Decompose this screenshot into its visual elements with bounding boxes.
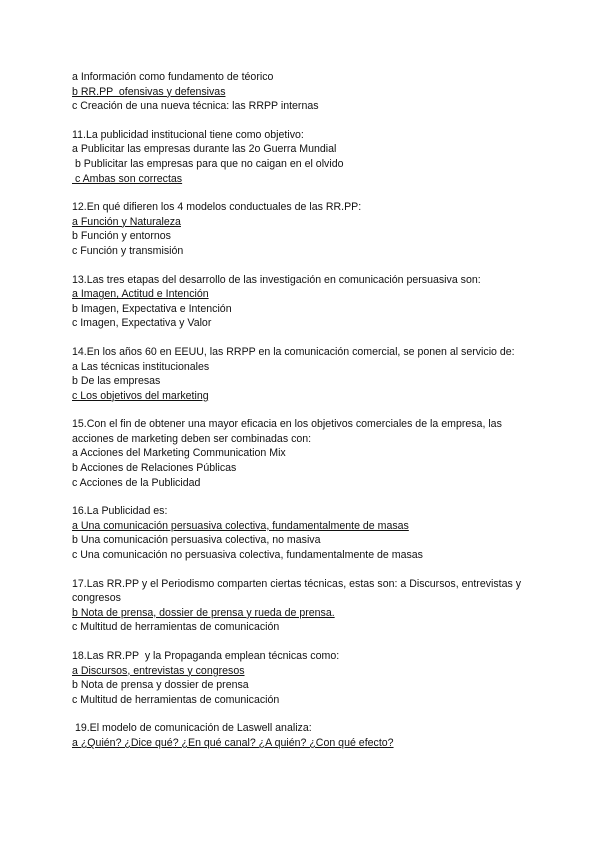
option-c: c Imagen, Expectativa y Valor (72, 317, 212, 330)
question-block-12 (72, 200, 542, 258)
option-b: b Imagen, Expectativa e Intención (72, 302, 232, 315)
question-text: 11.La publicidad institucional tiene como objetivo: (72, 128, 304, 141)
option-a-correct: a ¿Quién? ¿Dice qué? ¿En qué canal? ¿A quién? ¿Con qué efecto? (72, 736, 394, 749)
option-c: c Multitud de herramientas de comunicación (72, 621, 280, 634)
question-block-11 (72, 128, 542, 186)
option-c: c Acciones de la Publicidad (72, 476, 201, 489)
question-block-16 (72, 504, 542, 562)
question-block-18 (72, 649, 542, 707)
option-b: b Publicitar las empresas para que no caigan en el olvido (72, 157, 344, 170)
option-b: b De las empresas (72, 375, 161, 388)
option-a-correct: a Imagen, Actitud e Intención (72, 288, 209, 301)
question-block-14 (72, 345, 542, 403)
option-b: b Nota de prensa y dossier de prensa (72, 679, 249, 692)
option-a: a Información como fundamento de téorico (72, 71, 274, 83)
option-b: b Acciones de Relaciones Públicas (72, 462, 237, 475)
option-a-correct: a Una comunicación persuasiva colectiva, fundamentalmente de masas (72, 519, 409, 532)
option-a: a Acciones del Marketing Communication Mix (72, 447, 286, 460)
option-b-correct: b RR.PP ofensivas y defensivas (72, 85, 226, 98)
question-block-13 (72, 273, 542, 331)
option-a: a Publicitar las empresas durante las 2o Guerra Mundial (72, 143, 337, 156)
option-c: c Una comunicación no persuasiva colectiva, fundamentalmente de masas (72, 549, 423, 562)
option-c-correct: c Ambas son correctas (72, 172, 183, 185)
question-text: 19.El modelo de comunicación de Laswell analiza: (72, 722, 312, 735)
option-c-correct: c Los objetivos del marketing (72, 389, 209, 402)
question-text: 17.Las RR.PP y el Periodismo comparten ciertas técnicas, estas son: a Discursos, entrevistas y congresos (72, 577, 522, 605)
question-text: 16.La Publicidad es: (72, 505, 168, 518)
option-c: c Creación de una nueva técnica: las RRPP internas (72, 100, 319, 113)
question-text: 14.En los años 60 en EEUU, las RRPP en la comunicación comercial, se ponen al servicio de: (72, 345, 515, 358)
option-c: c Función y transmisión (72, 244, 184, 257)
question-text: 18.Las RR.PP y la Propaganda emplean técnicas como: (72, 650, 340, 662)
option-b: b Función y entornos (72, 230, 171, 243)
option-b-correct: b Nota de prensa, dossier de prensa y rueda de prensa. (72, 606, 335, 619)
option-a-correct: a Función y Naturaleza (72, 215, 181, 228)
question-text: 12.En qué difieren los 4 modelos conductuales de las RR.PP: (72, 201, 362, 214)
question-block-17 (72, 577, 542, 635)
option-a-correct: a Discursos, entrevistas y congresos (72, 664, 245, 677)
option-b: b Una comunicación persuasiva colectiva, no masiva (72, 534, 321, 547)
document-page (72, 70, 542, 765)
question-block-19 (72, 721, 542, 750)
question-text: 13.Las tres etapas del desarrollo de las investigación en comunicación persuasiva son: (72, 273, 481, 286)
option-c: c Multitud de herramientas de comunicación (72, 693, 280, 706)
option-a: a Las técnicas institucionales (72, 360, 210, 373)
question-block-10 (72, 70, 542, 114)
question-block-15 (72, 417, 542, 490)
question-text: 15.Con el fin de obtener una mayor eficacia en los objetivos comerciales de la empresa, las acciones de marketing deben ser combinadas con: (72, 418, 502, 445)
